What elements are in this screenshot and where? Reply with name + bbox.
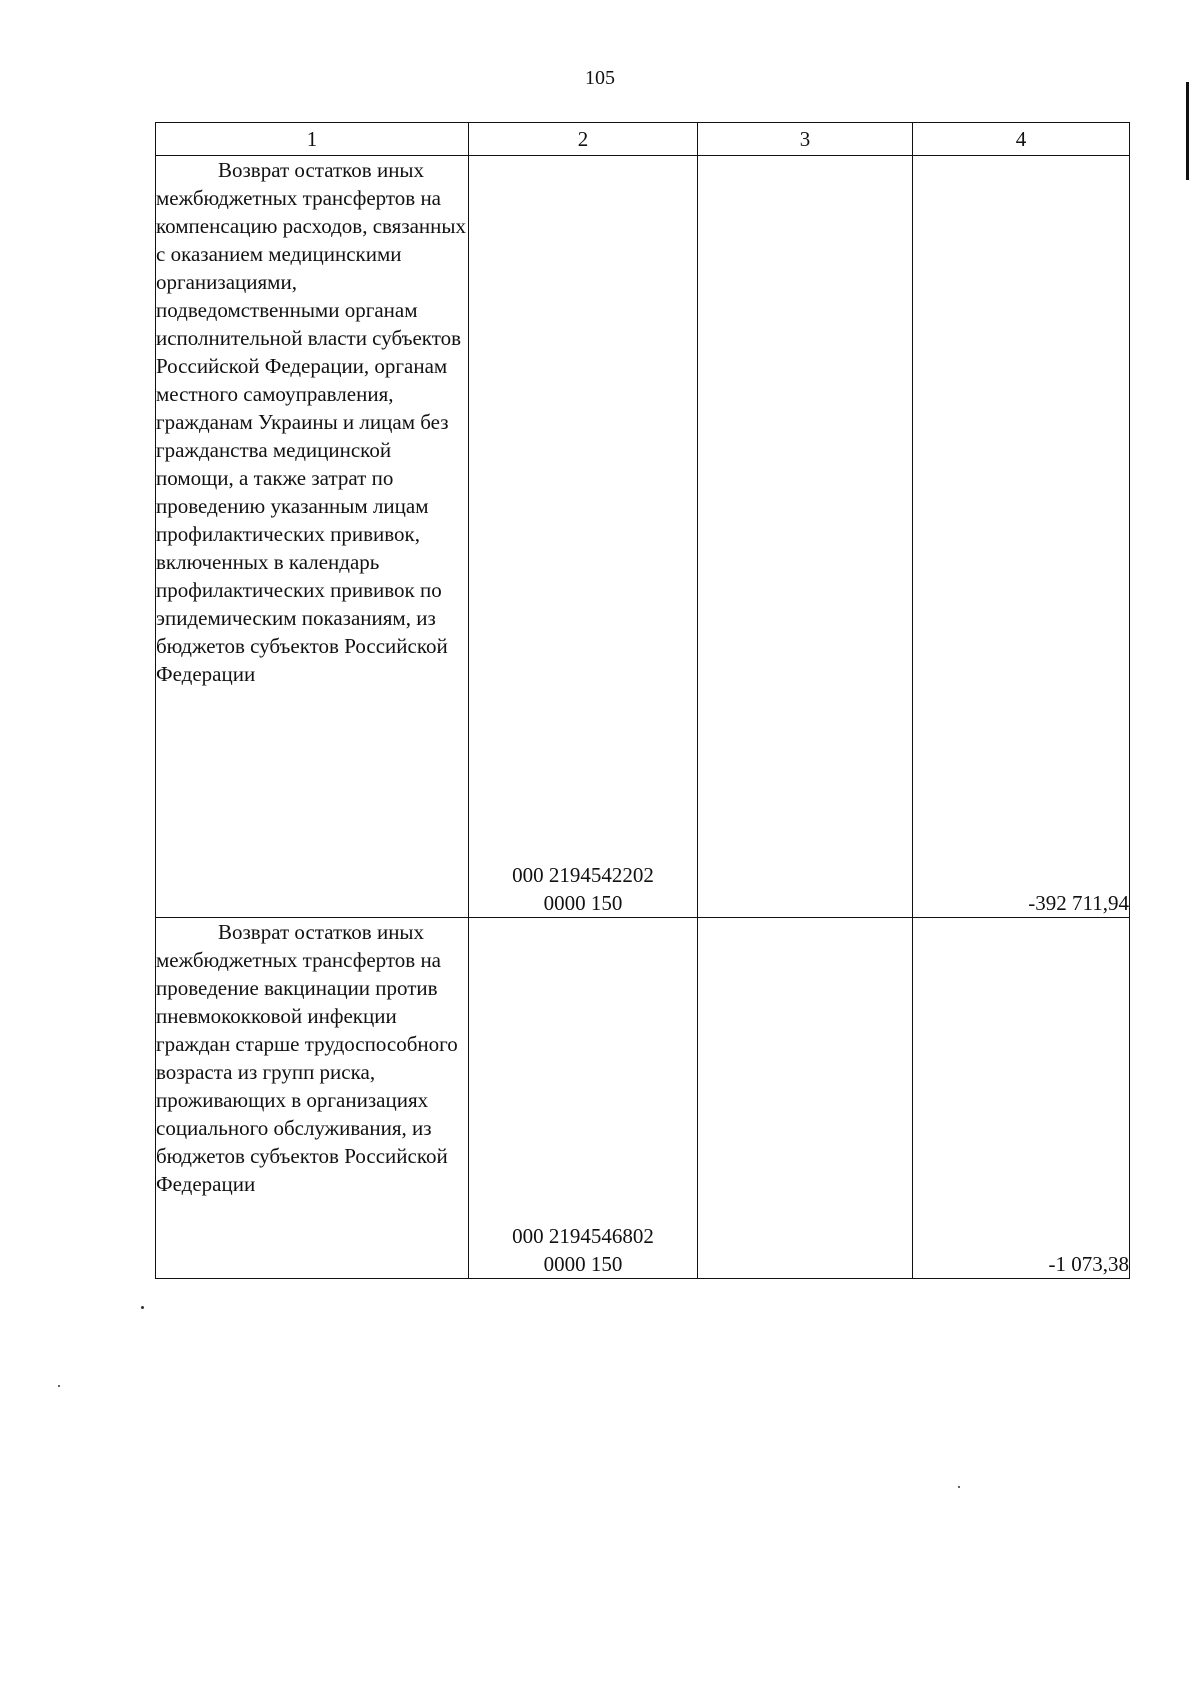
column-3-cell: [698, 918, 913, 1279]
budget-code: [469, 918, 698, 1279]
amount-value: -392 711,94: [913, 156, 1130, 918]
table-row: [156, 156, 1130, 918]
row-description: Возврат остатков иных межбюджетных трансфертов на проведение вакцинации против пневмококковой инфекции граждан старше трудоспособного возраста из групп риска, проживающих в организациях социального обслуживания, из бюджетов субъектов Российской Федерации: [156, 918, 469, 1279]
report-table: [155, 122, 1130, 1279]
column-header-1: 1: [156, 123, 469, 156]
row-description: Возврат остатков иных межбюджетных трансфертов на компенсацию расходов, связанных с оказанием медицинскими организациями, подведомственными органам исполнительной власти субъектов Российской Федерации, органам местного самоуправления, гражданам Украины и лицам без гражданства медицинской помощи, а также затрат по проведению указанным лицам профилактических прививок, включенных в календарь профилактических прививок по эпидемическим показаниям, из бюджетов субъектов Российской Федерации: [156, 156, 469, 918]
budget-code-line: 000 2194546802: [512, 1224, 654, 1248]
scan-speck: [958, 1486, 960, 1488]
scan-edge-mark: [1186, 82, 1189, 180]
budget-code-line: 0000 150: [543, 891, 623, 915]
amount-value: -1 073,38: [913, 918, 1130, 1279]
scan-speck: [58, 1385, 60, 1387]
column-header-4: 4: [913, 123, 1130, 156]
budget-code: [469, 156, 698, 918]
budget-code-line: 000 2194542202: [512, 863, 654, 887]
header-row: [156, 123, 1130, 156]
column-3-cell: [698, 156, 913, 918]
table-row: [156, 918, 1130, 1279]
page-number: 105: [585, 67, 615, 89]
budget-code-line: 0000 150: [543, 1252, 623, 1276]
column-header-3: 3: [698, 123, 913, 156]
column-header-2: 2: [469, 123, 698, 156]
scan-speck: [141, 1306, 144, 1309]
